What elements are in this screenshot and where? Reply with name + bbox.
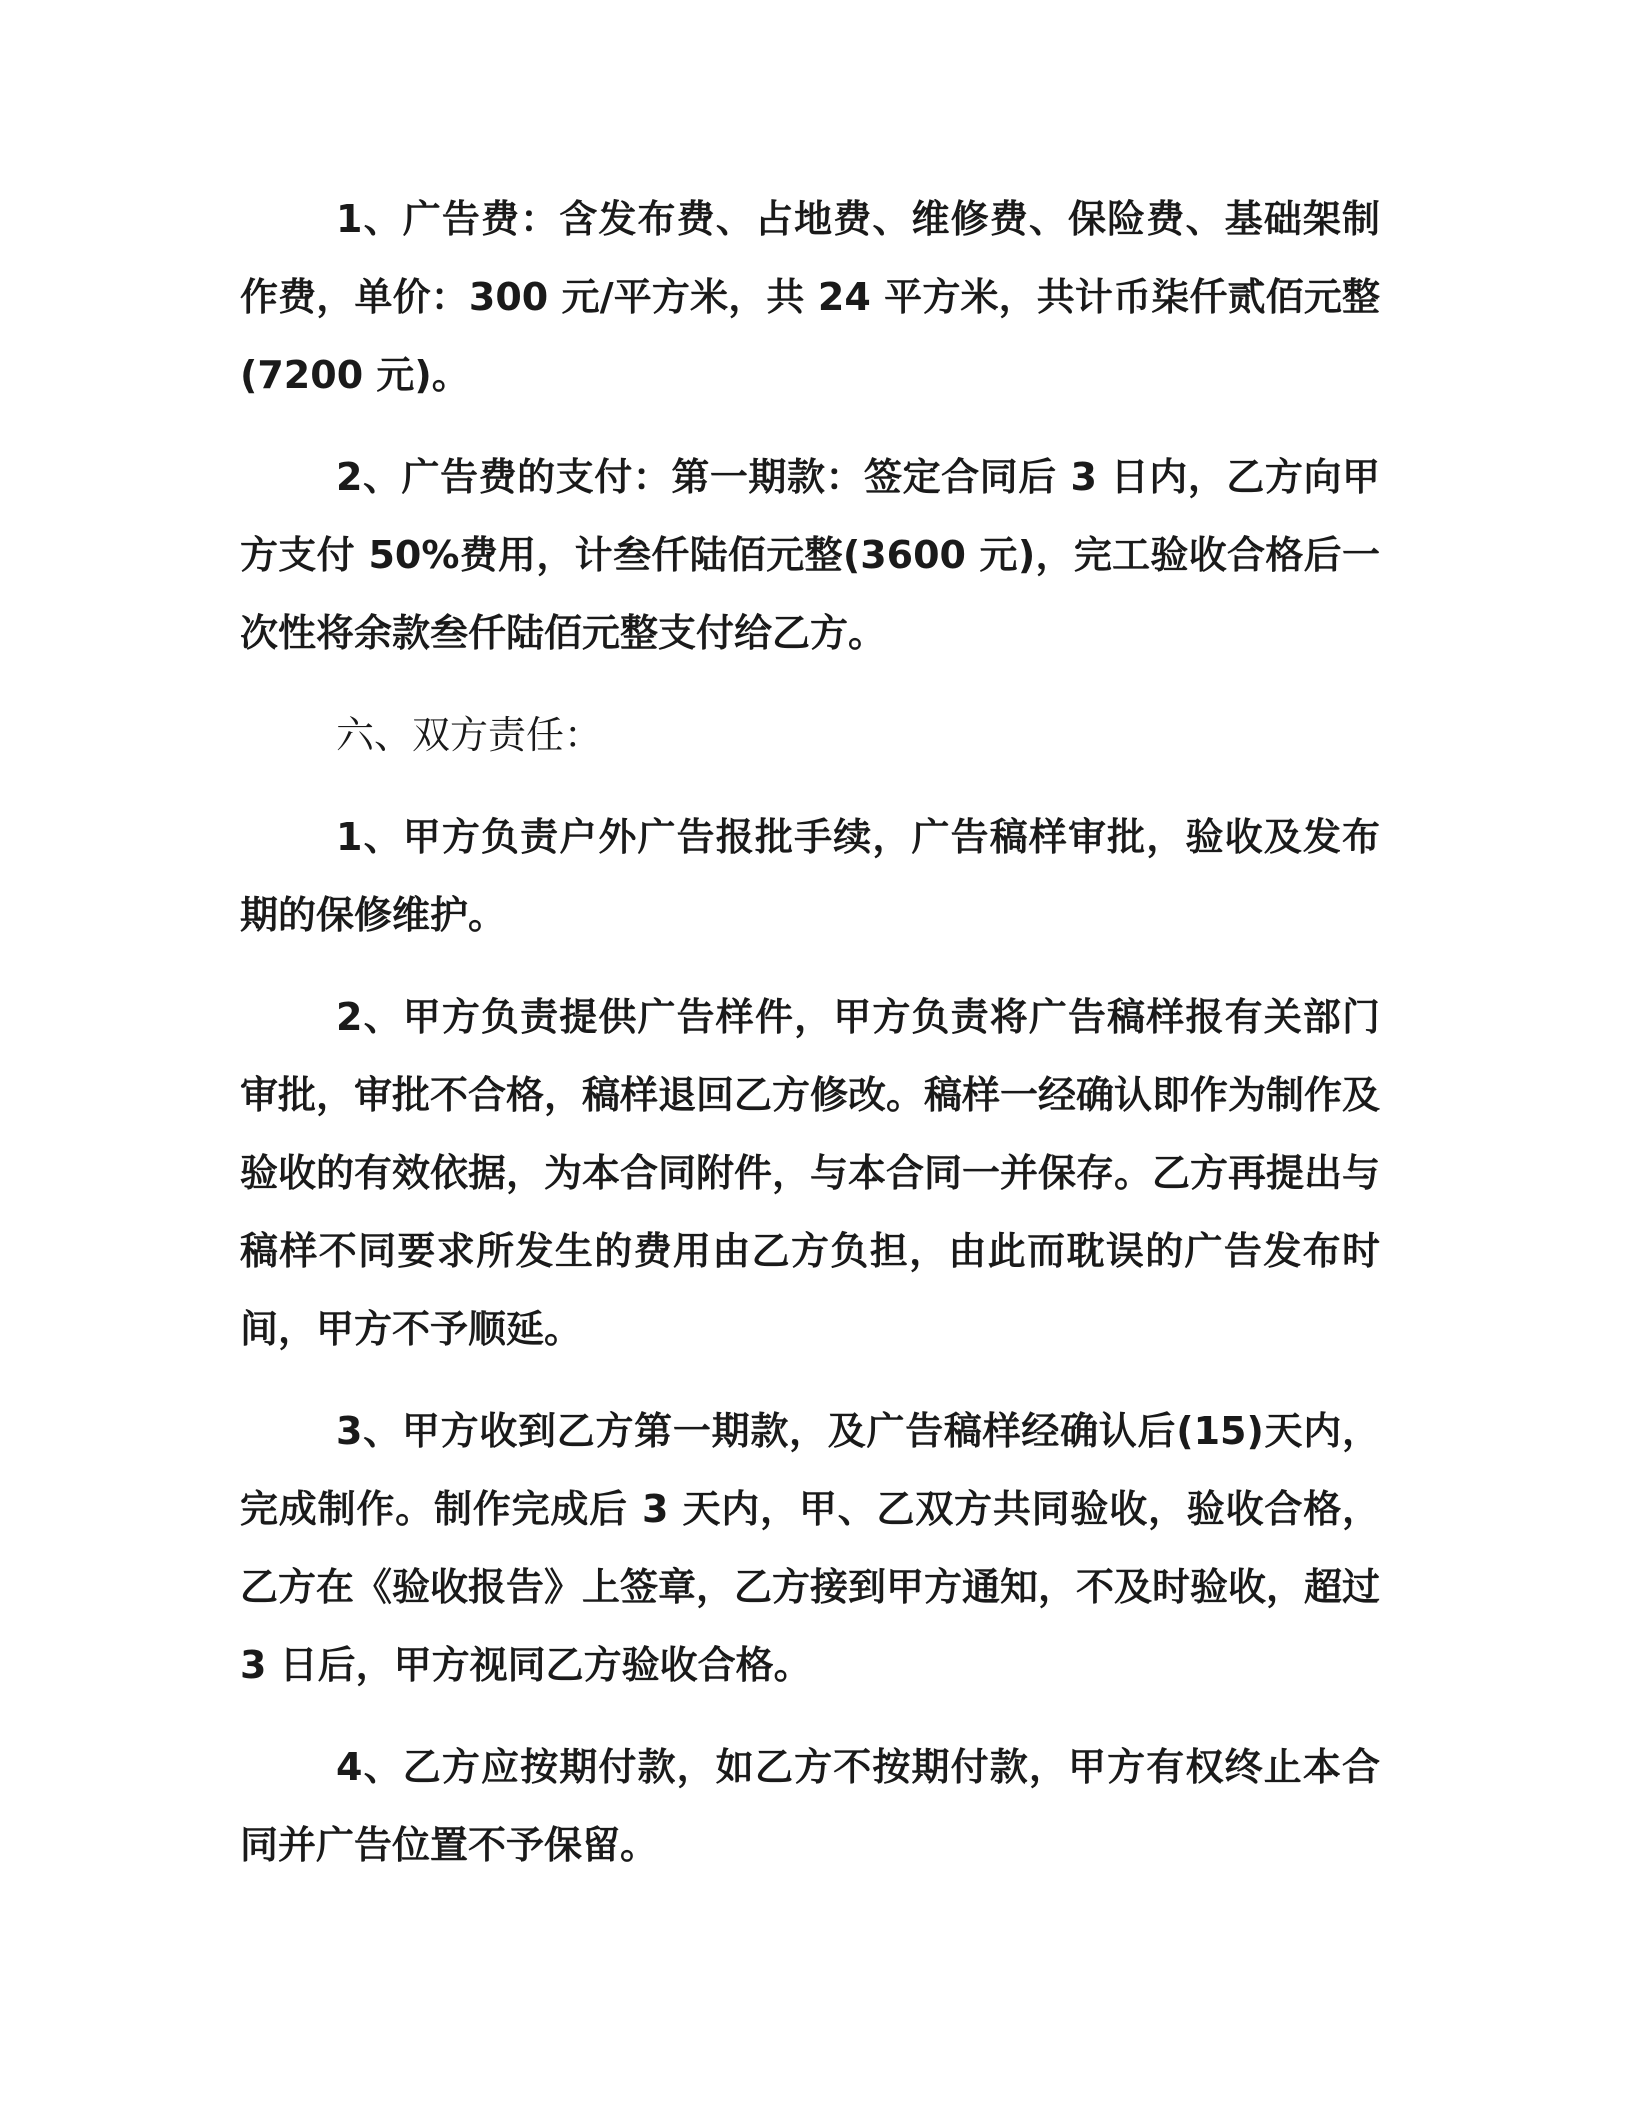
section-heading-responsibilities: 六、双方责任： [336,713,603,757]
clause-party-a-approval: 1、甲方负责户外广告报批手续，广告稿样审批，验收及发布期的保修维护。 [240,815,1380,937]
clause-ad-fee: 1、广告费：含发布费、占地费、维修费、保险费、基础架制作费，单价：300 元/平方米，共 24 平方米，共计币柒仟贰佰元整(7200 元)。 [240,197,1380,397]
document-body [240,180,1380,1908]
clause-production-acceptance: 3、甲方收到乙方第一期款，及广告稿样经确认后(15)天内，完成制作。制作完成后 3 天内，甲、乙双方共同验收，验收合格，乙方在《验收报告》上签章，乙方接到甲方通知，不及时验收，超过 3 日后，甲方视同乙方验收合格。 [240,1409,1381,1687]
clause-party-a-samples: 2、甲方负责提供广告样件，甲方负责将广告稿样报有关部门审批，审批不合格，稿样退回乙方修改。稿样一经确认即作为制作及验收的有效依据，为本合同附件，与本合同一并保存。乙方再提出与稿样不同要求所发生的费用由乙方负担，由此而耽误的广告发布时间，甲方不予顺延。 [240,995,1381,1351]
clause-payment-default: 4、乙方应按期付款，如乙方不按期付款，甲方有权终止本合同并广告位置不予保留。 [240,1745,1380,1867]
clause-ad-fee-payment: 2、广告费的支付：第一期款：签定合同后 3 日内，乙方向甲方支付 50%费用，计叁仟陆佰元整(3600 元)，完工验收合格后一次性将余款叁仟陆佰元整支付给乙方。 [240,455,1380,655]
